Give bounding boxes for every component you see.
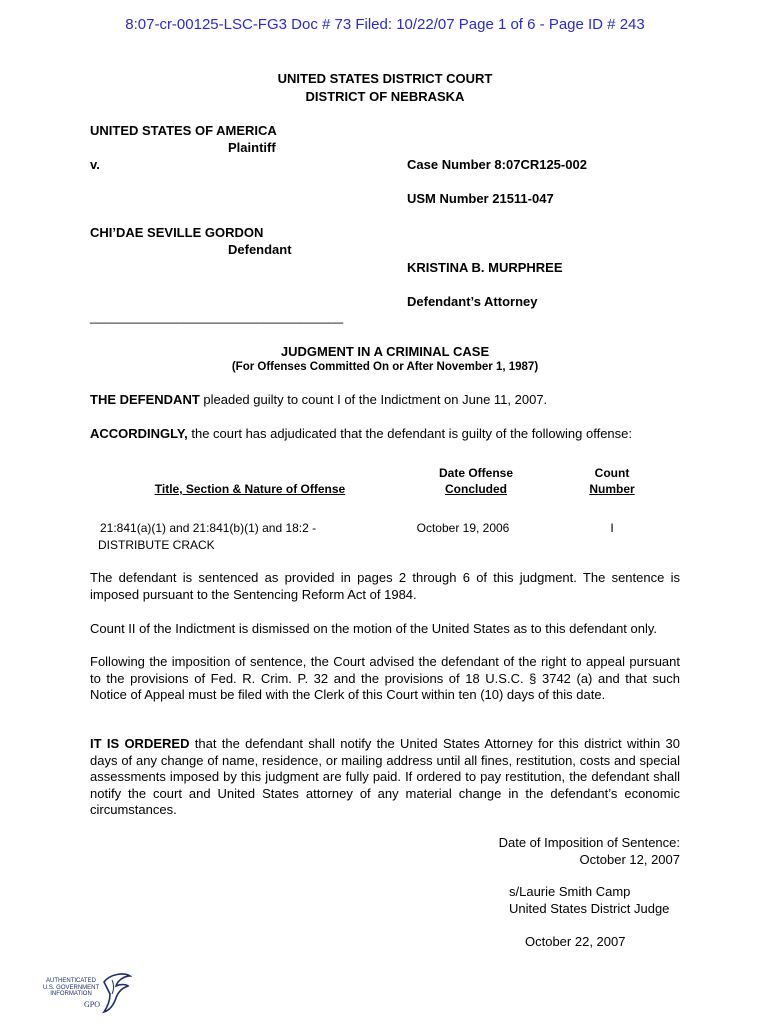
versus: v. <box>90 157 100 172</box>
appeal-paragraph: Following the imposition of sentence, the Court advised the defendant of the right to appeal pursuant to the provisions of Fed. R. Crim. P. 32 and the provisions of 18 U.S.C. § 3742 (a) and that such Notice of Appeal must be filed with the Clerk of this Court within ten (10) days of this date. <box>90 654 680 702</box>
gpo-mark: GPO <box>84 1000 101 1009</box>
attorney-name: KRISTINA B. MURPHREE <box>407 260 563 275</box>
eagle-icon <box>100 972 132 1014</box>
signer-title: United States District Judge <box>509 901 670 916</box>
usm-number: USM Number 21511-047 <box>407 191 554 206</box>
gpo-logo-line3: INFORMATION <box>50 991 92 997</box>
offense-cell-line1: 21:841(a)(1) and 21:841(b)(1) and 18:2 - <box>100 521 317 535</box>
gpo-logo-text <box>40 978 102 998</box>
plaintiff-role: Plaintiff <box>228 140 276 155</box>
plea-statement <box>90 392 547 407</box>
ordered-lead: IT IS ORDERED <box>90 736 190 751</box>
count-cell: I <box>610 521 614 535</box>
sentence-paragraph: The defendant is sentenced as provided in pages 2 through 6 of this judgment. The sentence is imposed pursuant to the Sentencing Reform Act of 1984. <box>90 570 680 602</box>
col-header-count-line2: Number <box>589 482 635 496</box>
offense-cell-line2: DISTRIBUTE CRACK <box>98 538 215 552</box>
plea-text: pleaded guilty to count I of the Indictment on June 11, 2007. <box>199 392 548 407</box>
signer-name: s/Laurie Smith Camp <box>509 884 631 899</box>
gpo-logo-line2: U.S. GOVERNMENT <box>42 984 100 991</box>
accordingly-lead: ACCORDINGLY, <box>90 426 188 441</box>
defendant-role: Defendant <box>228 242 292 257</box>
caption-rule: ___________________________________ <box>90 309 344 324</box>
date-cell: October 19, 2006 <box>416 521 510 535</box>
case-number: Case Number 8:07CR125-002 <box>407 157 587 172</box>
accordingly-text: the court has adjudicated that the defendant is guilty of the following offense: <box>187 426 632 441</box>
col-header-count-line1: Count <box>594 466 630 480</box>
plaintiff-name: UNITED STATES OF AMERICA <box>90 123 277 138</box>
imposition-date: October 12, 2007 <box>579 852 680 867</box>
filing-stamp-header: 8:07-cr-00125-LSC-FG3 Doc # 73 Filed: 10/22/07 Page 1 of 6 - Page ID # 243 <box>125 16 645 33</box>
gpo-logo-line1: AUTHENTICATED <box>46 978 96 984</box>
adjudication-statement <box>90 426 632 441</box>
col-header-date-line1: Date Offense <box>438 466 514 480</box>
ordered-text: that the defendant shall notify the United States Attorney for this district within 30 days of any change of name, residence, or mailing address until all fines, restitution, costs and special assessments imposed by this judgment are fully paid. If ordered to pay restitution, the defendant shall notify the court and United States attorney of any material change in the defendant’s economic circumstances. <box>90 736 680 817</box>
defendant-name: CHI’DAE SEVILLE GORDON <box>90 225 264 240</box>
court-district: DISTRICT OF NEBRASKA <box>305 89 465 104</box>
plea-lead: THE DEFENDANT <box>90 392 200 407</box>
attorney-role: Defendant’s Attorney <box>407 294 538 309</box>
court-name: UNITED STATES DISTRICT COURT <box>277 71 493 86</box>
imposition-label: Date of Imposition of Sentence: <box>498 835 680 850</box>
dismissal-paragraph: Count II of the Indictment is dismissed on the motion of the United States as to this defendant only. <box>90 621 658 636</box>
judgment-subtitle: (For Offenses Committed On or After November 1, 1987) <box>231 361 539 373</box>
col-header-date-line2: Concluded <box>445 482 507 496</box>
ordered-paragraph <box>90 736 680 819</box>
signed-date: October 22, 2007 <box>525 934 626 949</box>
col-header-offense: Title, Section & Nature of Offense <box>154 482 346 496</box>
gpo-authentication-logo <box>40 972 132 1016</box>
judgment-title: JUDGMENT IN A CRIMINAL CASE <box>280 344 490 359</box>
